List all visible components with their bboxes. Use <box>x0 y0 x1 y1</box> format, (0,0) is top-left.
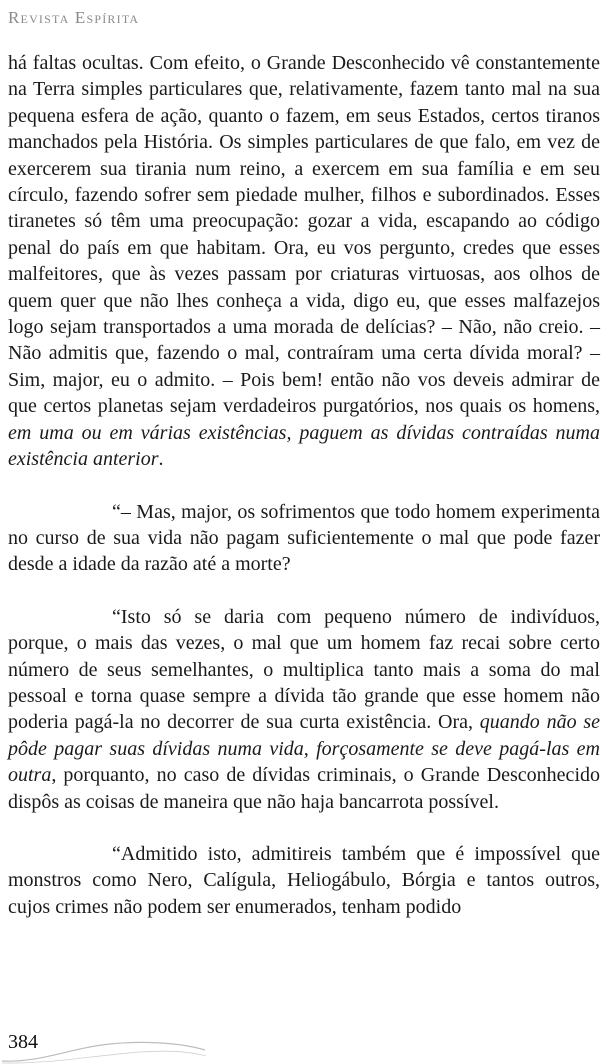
text-run: , porquanto, no caso de dívidas criminais, o Grande Desconhecido dispôs as coisas de maneira que não haja bancarrota possível. <box>8 764 600 813</box>
running-header: Revista Espírita <box>8 8 140 27</box>
text-run: . <box>158 448 164 471</box>
paragraph <box>8 50 600 473</box>
page-body <box>8 50 600 920</box>
italic-text-run: quando não se pôde pagar suas dívidas numa vida, forçosamente se deve pagá-las em outra <box>8 711 600 787</box>
paragraph <box>8 499 600 578</box>
page-number: 384 <box>8 1031 38 1053</box>
text-run: há faltas ocultas. Com efeito, o Grande Desconhecido vê constantemente na Terra simples particulares que, relativamente, fazem tanto mal na sua pequena esfera de ação, quanto o fazem, em seus Estados, certos tiranos manchados pela História. Os simples particulares de que falo, em vez de exercerem sua tirania num reino, a exercem em sua família e em seu círculo, fazendo sofrer sem piedade mulher, filhos e subordinados. Esses tiranetes só têm uma preocupação: gozar a vida, escapando ao código penal do país em que habitam. Ora, eu vos pergunto, credes que esses malfeitores, que às vezes passam por criaturas virtuosas, aos olhos de quem quer que não lhes conheça a vida, digo eu, que esses malfazejos logo sejam transportados a uma morada de delícias? – Não, não creio. – Não admitis que, fazendo o mal, contraíram uma certa dívida moral? – Sim, major, eu o admito. – Pois bem! então não vos deveis admirar de que certos planetas sejam verdadeiros purgatórios, nos quais os homens, <box>8 52 600 418</box>
text-run: “Isto só se daria com pequeno número de indivíduos, porque, o mais das vezes, o mal que um homem faz recai sobre certo número de seus semelhantes, o multiplica tanto mais a soma do mal pessoal e torna quase sempre a dívida tão grande que esse homem não poderia pagá-la no decorrer de sua curta existência. Ora, <box>8 605 600 734</box>
paragraph <box>8 841 600 920</box>
italic-text-run: em uma ou em várias existências, paguem as dívidas contraídas numa existência anterior <box>8 421 600 471</box>
text-run: “– Mas, major, os sofrimentos que todo homem experimenta no curso de sua vida não pagam suficientemente o mal que pode fazer desde a idade da razão até a morte? <box>8 500 600 576</box>
text-run: “Admitido isto, admitireis também que é impossível que monstros como Nero, Calígula, Heliogábulo, Bórgia e tantos outros, cujos crimes não podem ser enumerados, tenham podido <box>8 842 600 918</box>
paragraph <box>8 604 600 815</box>
